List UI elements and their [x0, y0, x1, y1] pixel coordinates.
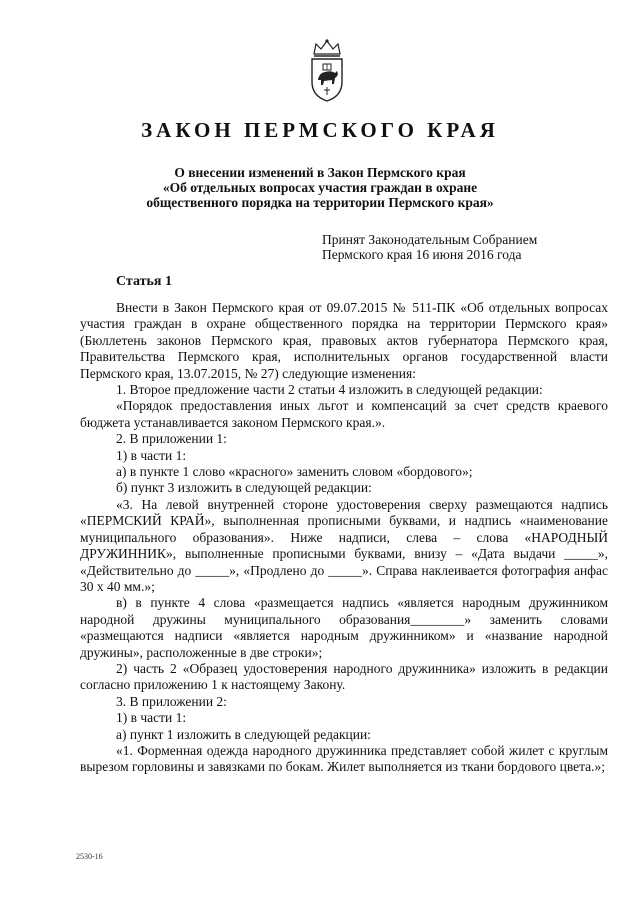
subtitle-line: общественного порядка на территории Пермского края» — [146, 195, 494, 210]
document-code: 2530-16 — [76, 852, 103, 861]
paragraph: Внести в Закон Пермского края от 09.07.2015 № 511-ПК «Об отдельных вопросах участия граждан в охране общественного порядка на территории Пермского края» (Бюллетень законов Пермского края, правовых актов губернатора Пермского края, Правительства Пермского края, исполнительных органов государственной власти Пермского края, 13.07.2015, № 27) следующие изменения: — [80, 300, 608, 381]
perm-krai-coat-of-arms-icon — [304, 38, 350, 104]
paragraph: а) пункт 1 изложить в следующей редакции: — [116, 726, 371, 742]
article-heading: Статья 1 — [116, 274, 172, 289]
subtitle-line: «Об отдельных вопросах участия граждан в охране — [162, 180, 478, 195]
paragraph: «1. Форменная одежда народного дружинника представляет собой жилет с круглым вырезом горловины и завязками по бокам. Жилет выполняется из ткани бордового цвета.»; — [80, 742, 608, 775]
paragraph: 1) в части 1: — [116, 710, 187, 726]
paragraph: а) в пункте 1 слово «красного» заменить словом «бордового»; — [116, 464, 473, 480]
paragraph: 2) часть 2 «Образец удостоверения народного дружинника» изложить в редакции согласно приложению 1 к настоящему Закону. — [80, 660, 608, 693]
adoption-line: Пермского края 16 июня 2016 года — [322, 247, 522, 262]
paragraph: 3. В приложении 2: — [116, 693, 227, 709]
article-body — [80, 300, 608, 776]
adoption-note — [322, 232, 537, 262]
paragraph: в) в пункте 4 слова «размещается надпись «является народным дружинником народной дружины муниципального образования________» заменить словами «размещаются надписи «является народным дружинником» и «название народной дружины», расположенные в две строки»; — [80, 595, 608, 660]
adoption-line: Принят Законодательным Собранием — [322, 232, 538, 247]
paragraph: 1) в части 1: — [116, 447, 187, 463]
paragraph: 1. Второе предложение части 2 статьи 4 изложить в следующей редакции: — [116, 382, 543, 398]
paragraph: б) пункт 3 изложить в следующей редакции: — [116, 480, 372, 496]
law-title: ЗАКОН ПЕРМСКОГО КРАЯ — [141, 118, 499, 142]
subtitle-line: О внесении изменений в Закон Пермского края — [174, 165, 466, 180]
paragraph: «3. На левой внутренней стороне удостоверения сверху размещаются надпись «ПЕРМСКИЙ КРАЙ», выполненная прописными буквами, и надпись «наименование муниципального образования». Ниже надписи, слева – слова «НАРОДНЫЙ ДРУЖИННИК», выполненные прописными буквами, внизу – «Дата выдачи _____», «Действительно до _____», «Продлено до _____». Справа наклеивается фотография анфас 30 х 40 мм.»; — [80, 496, 608, 594]
paragraph: «Порядок предоставления иных льгот и компенсаций за счет средств краевого бюджета устанавливается законом Пермского края.». — [80, 398, 608, 430]
law-subtitle — [0, 165, 640, 210]
paragraph: 2. В приложении 1: — [116, 431, 227, 447]
